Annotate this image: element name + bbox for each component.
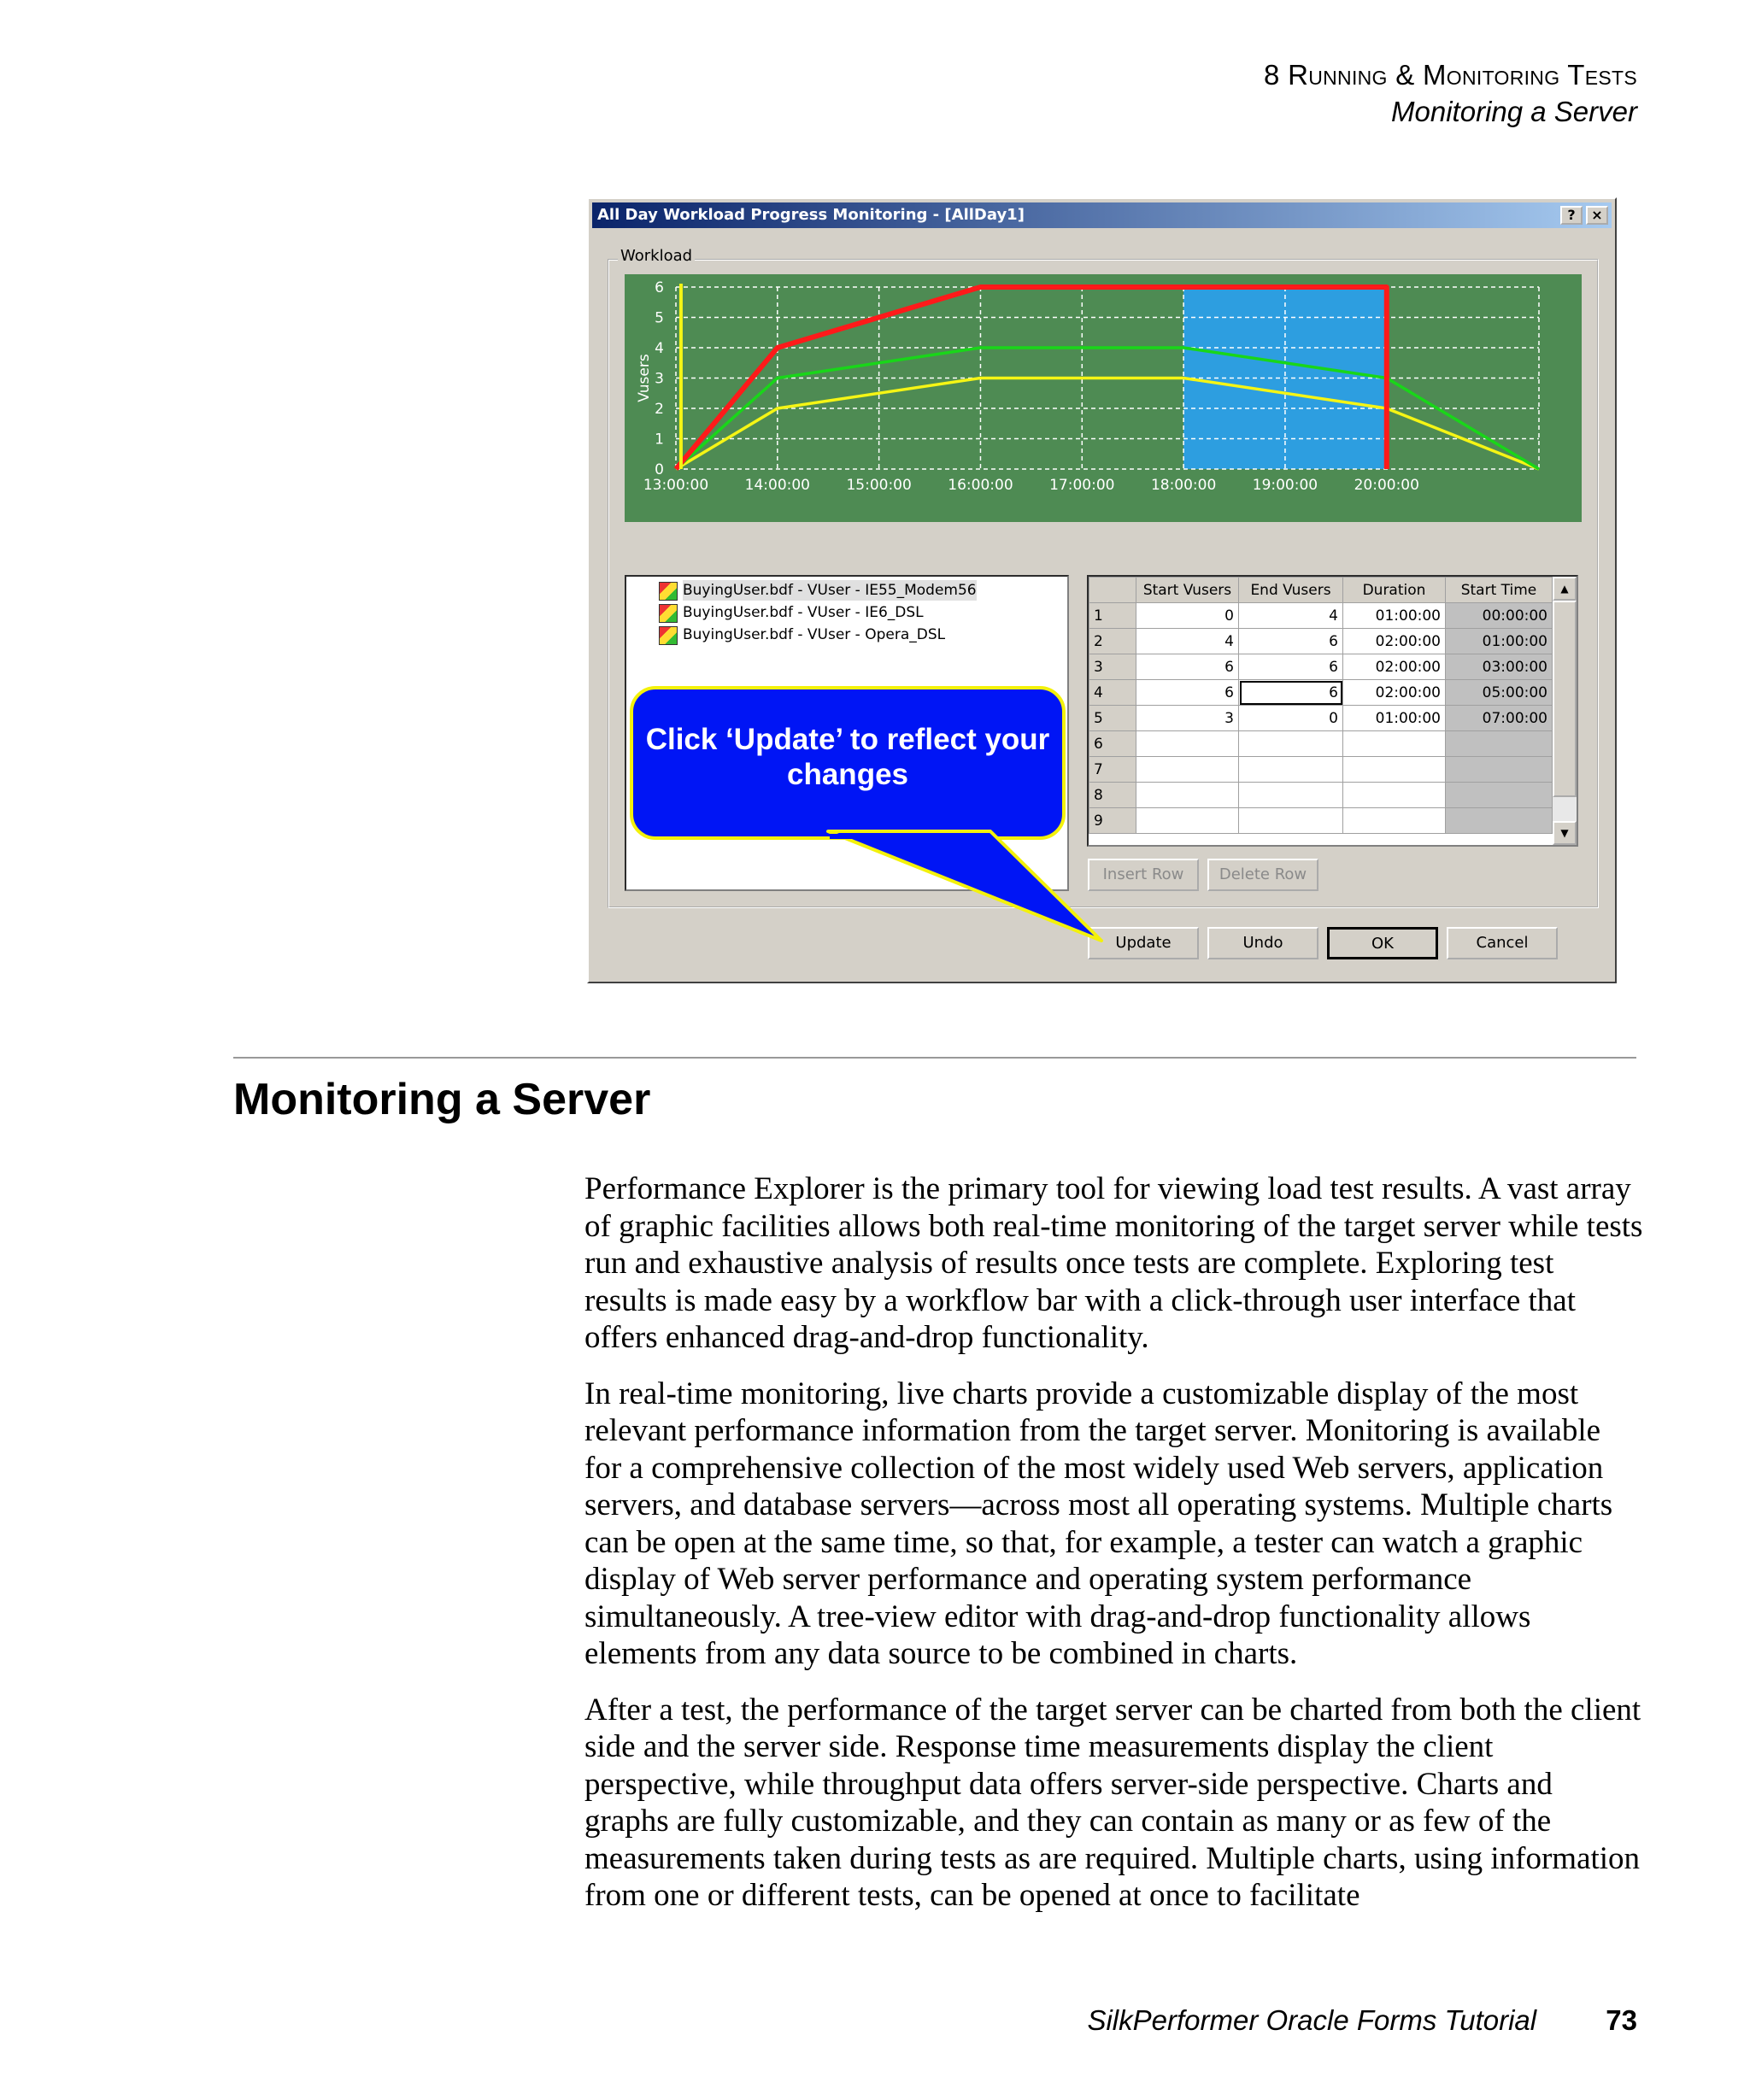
y-tick-label: 0 <box>655 461 664 478</box>
grid-cell-time: 05:00:00 <box>1446 680 1553 706</box>
y-tick-label: 2 <box>655 401 664 418</box>
col-header-start-vusers[interactable]: Start Vusers <box>1136 578 1239 603</box>
x-tick-label: 15:00:00 <box>846 477 912 494</box>
x-tick-label: 16:00:00 <box>948 477 1013 494</box>
delete-row-button[interactable]: Delete Row <box>1207 859 1318 891</box>
grid-cell-end[interactable]: 6 <box>1239 680 1343 706</box>
running-header <box>1264 56 1637 130</box>
section-heading: Monitoring a Server <box>233 1075 651 1124</box>
paragraph: After a test, the performance of the target server can be charted from both the client side and the server side. Response time measurements display the client perspective, while throughput data offers server-side perspective. Charts and graphs are fully customizable, and they can contain as many or as few of the measurements taken during tests as are required. Multiple charts, using information from one or different tests, can be opened at once to facilitate <box>584 1692 1641 1913</box>
grid-cell-start[interactable]: 3 <box>1136 706 1239 731</box>
workload-monitoring-dialog <box>587 197 1617 983</box>
x-tick-label: 18:00:00 <box>1150 477 1217 494</box>
insert-row-button[interactable]: Insert Row <box>1088 859 1199 891</box>
row-number[interactable]: 1 <box>1089 603 1136 629</box>
page-footer <box>1087 2003 1637 2038</box>
help-button[interactable]: ? <box>1560 206 1583 225</box>
chapter-title: 8 Running & Monitoring Tests <box>1263 59 1637 91</box>
grid-cell-end[interactable]: 4 <box>1239 603 1343 629</box>
footer-title: SilkPerformer Oracle Forms Tutorial <box>1087 2004 1537 2036</box>
page-number: 73 <box>1606 2004 1637 2036</box>
tree-item[interactable]: BuyingUser.bdf - VUser - IE6_DSL <box>683 604 924 621</box>
callout-tail <box>589 199 1618 985</box>
update-button[interactable]: Update <box>1088 927 1199 959</box>
grid-cell-end[interactable]: 6 <box>1239 654 1343 680</box>
grid-cell-start[interactable]: 4 <box>1136 629 1239 654</box>
y-tick-label: 6 <box>655 279 664 296</box>
grid-cell-dur[interactable]: 01:00:00 <box>1343 706 1446 731</box>
row-number[interactable]: 3 <box>1089 654 1136 680</box>
section-body <box>584 1170 1644 1933</box>
close-button[interactable]: × <box>1586 206 1608 225</box>
undo-button[interactable]: Undo <box>1207 927 1318 959</box>
update-callout: Click ‘Update’ to reflect your changes <box>630 686 1066 840</box>
grid-cell-dur[interactable]: 02:00:00 <box>1343 629 1446 654</box>
row-number[interactable]: 9 <box>1089 808 1136 834</box>
tree-item[interactable]: BuyingUser.bdf - VUser - IE55_Modem56 <box>683 582 977 599</box>
dialog-title: All Day Workload Progress Monitoring - [AllDay1] <box>597 206 1025 224</box>
row-number[interactable]: 4 <box>1089 680 1136 706</box>
grid-cell-time: 03:00:00 <box>1446 654 1553 680</box>
row-number[interactable]: 2 <box>1089 629 1136 654</box>
y-tick-label: 3 <box>655 370 664 388</box>
y-axis-label: Vusers <box>636 354 653 402</box>
row-number[interactable]: 6 <box>1089 731 1136 757</box>
grid-cell-start[interactable]: 6 <box>1136 654 1239 680</box>
workload-group-label: Workload <box>618 247 695 265</box>
x-tick-label: 19:00:00 <box>1252 477 1318 494</box>
cancel-button[interactable]: Cancel <box>1447 927 1558 959</box>
grid-cell-time: 00:00:00 <box>1446 603 1553 629</box>
col-header-start-time[interactable]: Start Time <box>1446 578 1553 603</box>
scroll-up-icon[interactable]: ▲ <box>1553 577 1577 601</box>
grid-cell-start[interactable]: 0 <box>1136 603 1239 629</box>
scroll-down-icon[interactable]: ▼ <box>1553 821 1577 845</box>
row-number[interactable]: 5 <box>1089 706 1136 731</box>
section-subtitle: Monitoring a Server <box>1391 96 1637 127</box>
row-number[interactable]: 7 <box>1089 757 1136 783</box>
grid-cell-dur[interactable]: 02:00:00 <box>1343 654 1446 680</box>
y-tick-label: 4 <box>655 340 664 357</box>
paragraph: In real-time monitoring, live charts provide a customizable display of the most relevant performance information from the target server. Monitoring is available for a comprehensive collection of the most widely used Web servers, application servers, and database servers—across most all operating systems. Multiple charts can be open at the same time, so that, for example, a tester can watch a graphic display of Web server performance and operating system performance simultaneously. A tree-view editor with drag-and-drop functionality allows elements from any data source to be combined in charts. <box>584 1376 1613 1671</box>
section-divider <box>233 1057 1636 1059</box>
row-number[interactable]: 8 <box>1089 783 1136 808</box>
tree-item[interactable]: BuyingUser.bdf - VUser - Opera_DSL <box>683 626 946 643</box>
x-tick-label: 14:00:00 <box>744 477 811 494</box>
col-header-end-vusers[interactable]: End Vusers <box>1239 578 1343 603</box>
grid-cell-dur[interactable]: 01:00:00 <box>1343 603 1446 629</box>
x-tick-label: 20:00:00 <box>1354 477 1419 494</box>
paragraph: Performance Explorer is the primary tool for viewing load test results. A vast array of graphic facilities allows both real-time monitoring of the target server while tests run and exhaustive analysis of results once tests are complete. Exploring test results is made easy by a workflow bar with a click-through user interface that offers enhanced drag-and-drop functionality. <box>584 1171 1643 1355</box>
grid-cell-start[interactable]: 6 <box>1136 680 1239 706</box>
y-tick-label: 5 <box>655 309 664 327</box>
grid-cell-time: 01:00:00 <box>1446 629 1553 654</box>
grid-cell-end[interactable]: 6 <box>1239 629 1343 654</box>
col-header-duration[interactable]: Duration <box>1343 578 1446 603</box>
grid-cell-dur[interactable]: 02:00:00 <box>1343 680 1446 706</box>
x-tick-label: 13:00:00 <box>643 477 709 494</box>
ok-button[interactable]: OK <box>1327 927 1438 959</box>
y-tick-label: 1 <box>655 431 664 449</box>
x-tick-label: 17:00:00 <box>1049 477 1115 494</box>
grid-cell-time: 07:00:00 <box>1446 706 1553 731</box>
grid-cell-end[interactable]: 0 <box>1239 706 1343 731</box>
